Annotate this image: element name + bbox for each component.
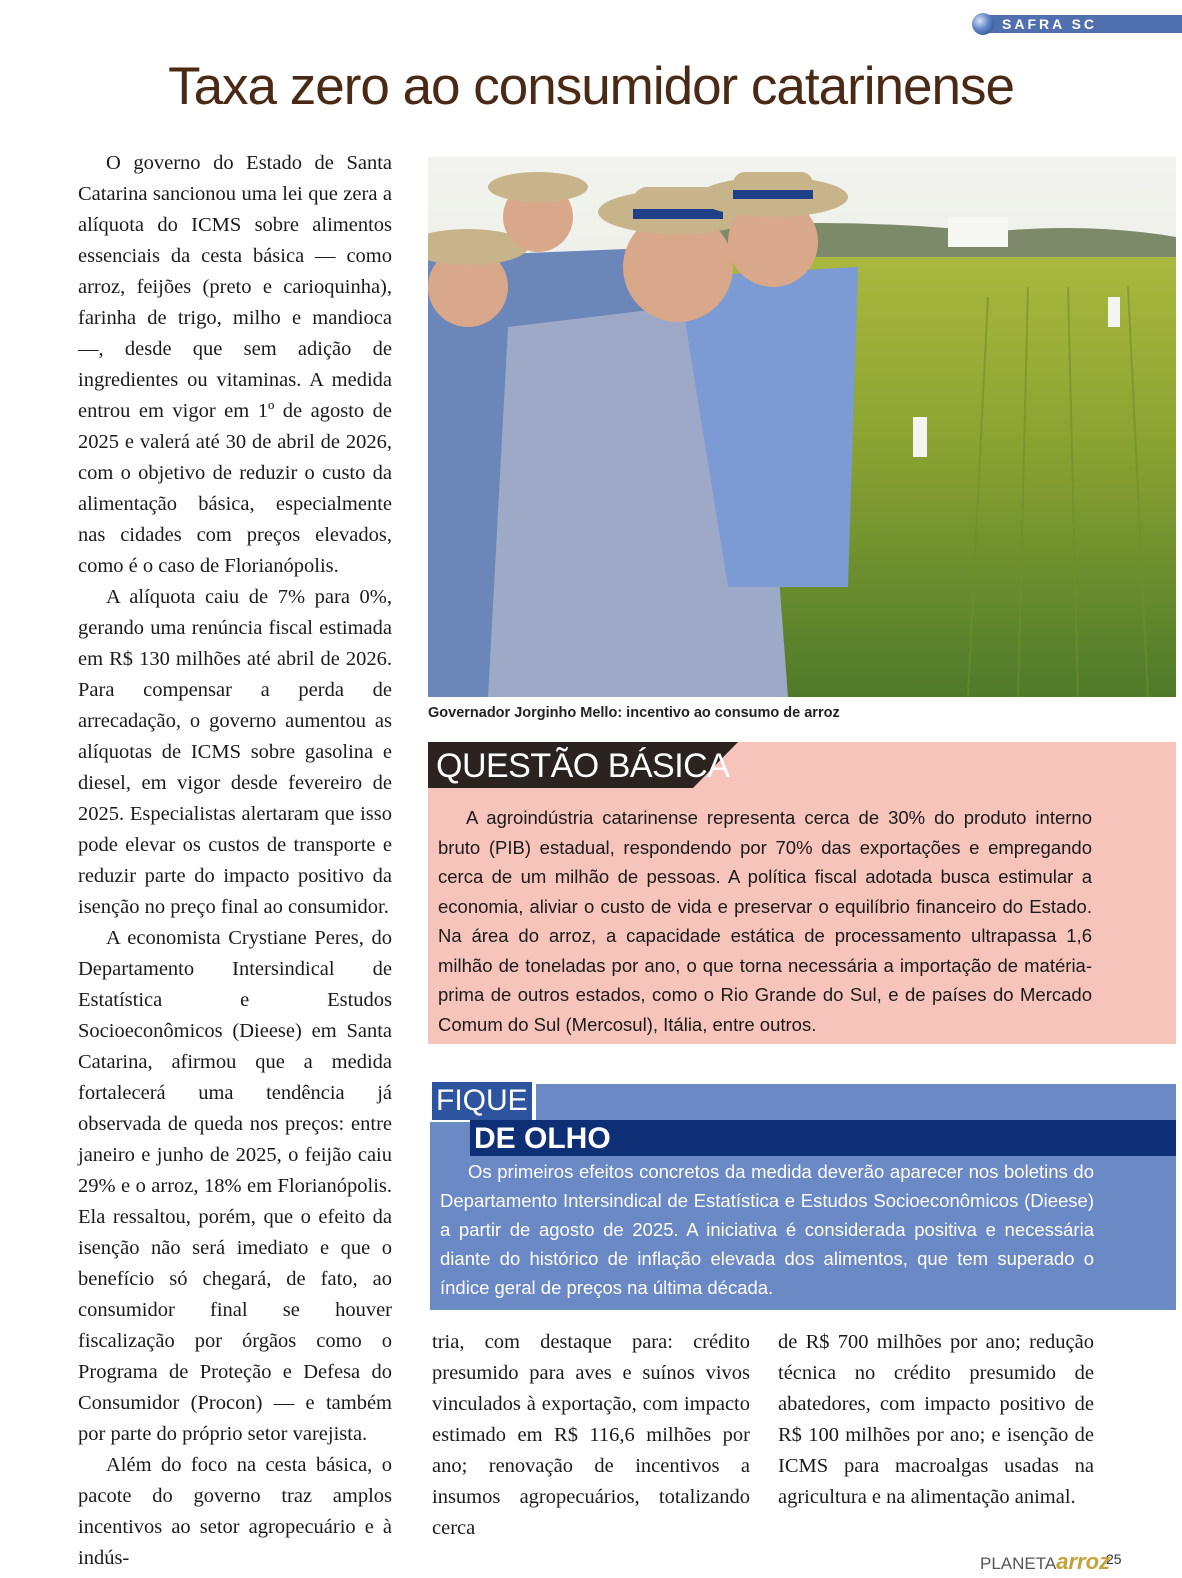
article-column-2 <box>432 1327 750 1544</box>
page-title: Taxa zero ao consumidor catarinense <box>168 57 1014 116</box>
de-olho-title: DE OLHO <box>474 1122 611 1155</box>
page-number: 25 <box>1106 1551 1122 1567</box>
fique-de-olho-text <box>440 1157 1094 1302</box>
de-olho-title-bar <box>470 1120 1176 1156</box>
paragraph: Além do foco na cesta básica, o pacote do governo traz amplos incentivos ao setor agropecuário e à indús- <box>78 1454 392 1569</box>
fique-title: FIQUE <box>432 1082 532 1120</box>
paragraph: A agroindústria catarinense representa cerca de 30% do produto interno bruto (PIB) estadual, respondendo por 70% das exportações e empregando cerca de um milhão de pessoas. A política fiscal adotada busca estimular a economia, aliviar o custo de vida e preservar o equilíbrio financeiro do Estado. Na área do arroz, a capacidade estática de processamento ultrapassa 1,6 milhão de toneladas por ano, o que torna necessária a importação de matéria-prima de outros estados, como o Rio Grande do Sul, e de países do Mercado Comum do Sul (Mercosul), Itália, entre outros. <box>438 807 1092 1035</box>
fique-title-tag <box>428 1082 536 1122</box>
logo-suffix: arroz <box>1056 1549 1111 1574</box>
photo-illustration <box>428 157 1176 697</box>
article-photo <box>428 157 1176 697</box>
paragraph: O governo do Estado de Santa Catarina sancionou uma lei que zera a alíquota do ICMS sobre alimentos essenciais da cesta básica — como arroz, feijões (preto e carioquinha), farinha de trigo, milho e mandioca —, desde que sem adição de ingredientes ou vitaminas. A medida entrou em vigor em 1º de agosto de 2025 e valerá até 30 de abril de 2026, com o objetivo de reduzir o custo da alimentação básica, especialmente nas cidades com preços elevados, como é o caso de Florianópolis. <box>78 152 392 577</box>
logo-prefix: PLANETA <box>980 1554 1057 1573</box>
section-tag <box>972 13 1182 35</box>
paragraph: A alíquota caiu de 7% para 0%, gerando uma renúncia fiscal estimada em R$ 130 milhões até abril de 2026. Para compensar a perda de arrecadação, o governo aumentou as alíquotas de ICMS sobre gasolina e diesel, em vigor desde fevereiro de 2025. Especialistas alertaram que isso pode elevar os custos de transporte e reduzir parte do impacto positivo da isenção no preço final ao consumidor. <box>78 586 392 918</box>
questao-basica-title: QUESTÃO BÁSICA <box>436 747 730 785</box>
paragraph: A economista Crystiane Peres, do Departamento Intersindical de Estatística e Estudos Socioeconômicos (Dieese) em Santa Catarina, afirmou que a medida fortalecerá uma tendência já observada de queda nos preços: entre janeiro e junho de 2025, o feijão caiu 29% e o arroz, 18% em Florianópolis. Ela ressaltou, porém, que o efeito da isenção não será imediato e que o benefício só chegará, de fato, ao consumidor final se houver fiscalização por órgãos como o Programa de Proteção e Defesa do Consumidor (Procon) — e também por parte do próprio setor varejista. <box>78 927 392 1445</box>
section-label: SAFRA SC <box>1002 16 1098 32</box>
article-column-3 <box>778 1327 1094 1513</box>
globe-icon <box>972 13 994 35</box>
magazine-logo <box>980 1549 1110 1575</box>
article-column-1 <box>78 148 392 1574</box>
paragraph: de R$ 700 milhões por ano; redução técnica no crédito presumido de abatedores, com impacto positivo de R$ 100 milhões por ano; e isenção de ICMS para macroalgas usadas na agricultura e na alimentação animal. <box>778 1331 1094 1508</box>
paragraph: tria, com destaque para: crédito presumido para aves e suínos vivos vinculados à exportação, com impacto estimado em R$ 116,6 milhões por ano; renovação de incentivos a insumos agropecuários, totalizando cerca <box>432 1331 750 1539</box>
paragraph: Os primeiros efeitos concretos da medida deverão aparecer nos boletins do Departamento Intersindical de Estatística e Estudos Socioeconômicos (Dieese) a partir de agosto de 2025. A iniciativa é considerada positiva e necessária diante do histórico de inflação elevada dos alimentos, que tem superado o índice geral de preços na última década. <box>440 1161 1094 1298</box>
questao-basica-text <box>438 803 1092 1039</box>
photo-caption: Governador Jorginho Mello: incentivo ao consumo de arroz <box>428 705 840 721</box>
